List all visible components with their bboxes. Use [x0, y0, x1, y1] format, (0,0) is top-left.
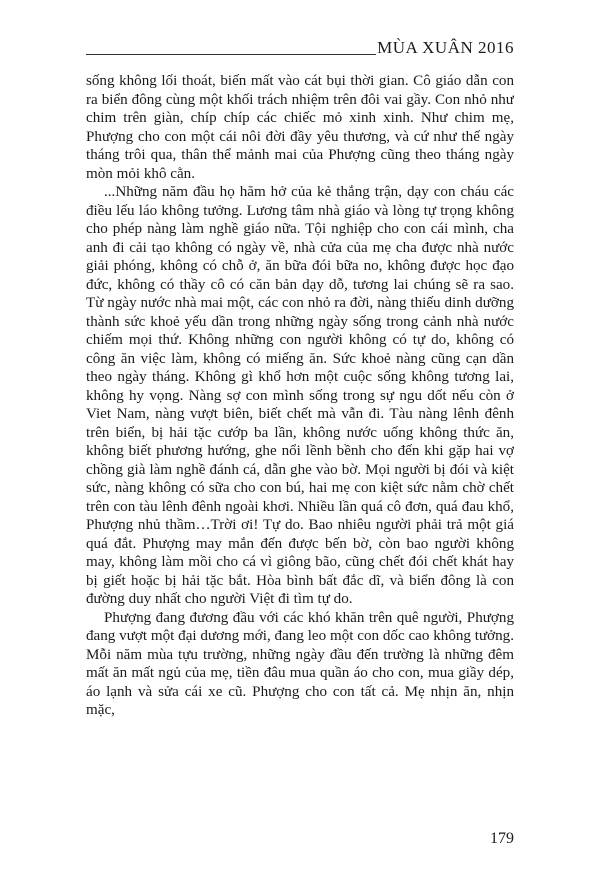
- header-title: MÙA XUÂN 2016: [377, 38, 514, 57]
- paragraph-continued: sống không lối thoát, biến mất vào cát bụi thời gian. Cô giáo dẫn con ra biển đông cùng một khối trách nhiệm trên đôi vai gầy. Con nhỏ như chim trên giàn, chíp chíp các chiếc mỏ xinh xinh. Như chim mẹ, Phượng cho con một cái nôi đời đầy yêu thương, và cứ như thế ngày tháng trôi qua, thân thể mảnh mai của Phượng cũng theo tháng ngày mòn mỏi khô cằn.: [86, 73, 514, 182]
- header-rule: [86, 54, 376, 55]
- body-text: [86, 72, 514, 832]
- paragraph: Phượng đang đương đầu với các khó khăn trên quê người, Phượng đang vượt một đại dương mới, đang leo một con dốc cao không tưởng. Mỗi năm mùa tựu trường, những ngày đầu đến trường là những đêm mất ăn mất ngủ của mẹ, tiền đâu mua quần áo cho con, mua giầy dép, áo lạnh và sửa cái xe cũ. Phượng cho con tất cả. Mẹ nhịn ăn, nhịn mặc,: [86, 609, 514, 718]
- running-header: [86, 38, 514, 62]
- paragraph: ...Những năm đầu họ hăm hở của kẻ thắng trận, dạy con cháu các điều lếu láo không tưởng. Lương tâm nhà giáo và lòng tự trọng không cho phép nàng làm nghề giáo nữa. Tội nghiệp cho con cái mình, cha anh đi cải tạo không có ngày về, nhà cửa của mẹ cha được nhà nước giải phóng, không có chỗ ở, ăn bữa đói bữa no, không được học đạo đức, không có thầy cô có căn bản dạy dỗ, tương lai chúng sẽ ra sao. Từ ngày nước nhà mai một, các con nhỏ ra đời, nàng thiếu dinh dưỡng thành sức khoẻ yếu dần trong những ngày sống trong cảnh nhà nước chiếm mọi thứ. Không những con người không có tự do, không có công ăn việc làm, không có miếng ăn. Sức khoẻ nàng cũng cạn dần theo ngày tháng. Không gì khổ hơn một cuộc sống không tương lai, không hy vọng. Nàng sợ con mình sống trong sự ngu dốt nếu còn ở Viet Nam, nàng vượt biên, biết chết mà vẫn đi. Tàu nàng lênh đênh trên biển, bị hải tặc cướp ba lần, không nước uống không thức ăn, không biết phương hướng, ghe nổi lềnh bềnh cho đến khi gặp hai vợ chồng già làm nghề đánh cá, dẫn ghe vào bờ. Mọi người bị đói và kiệt sức, nàng không có sữa cho con bú, hai mẹ con kiệt sức nằm chờ chết trên con tàu lênh đênh ngoài khơi. Nhiều lần quá cô đơn, quá đau khổ, Phượng nhủ thầm…Trời ơi! Tự do. Bao nhiêu người phải trả một giá quá đắt. Phượng may mắn đến được bến bờ, còn bao người không may, không làm mồi cho cá vì giông bão, cũng chết đói chết khát hay bị giết hoặc bị hải tặc bắt. Hòa bình bất đắc dĩ, và biển đông là con đường duy nhất cho người Việt đi tìm tự do.: [86, 184, 514, 607]
- page-number: 179: [490, 830, 514, 847]
